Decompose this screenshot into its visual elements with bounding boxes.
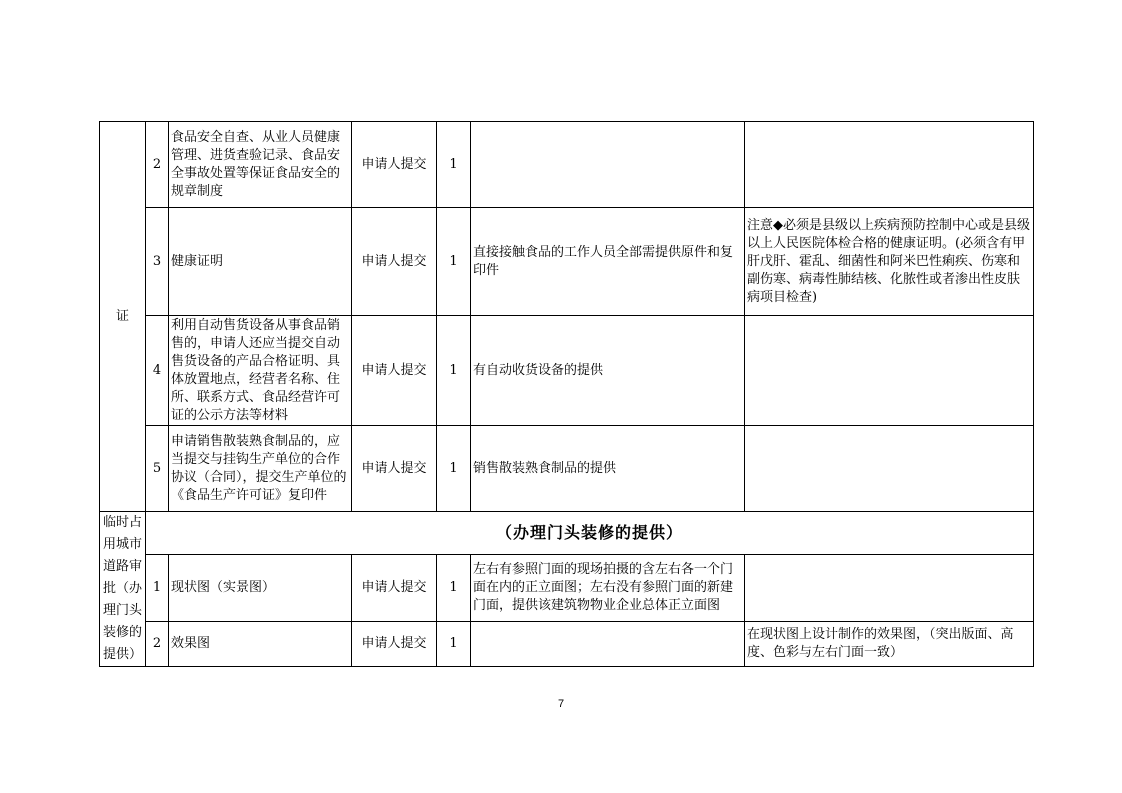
table-row	[100, 208, 1034, 316]
table-row	[100, 122, 1034, 208]
table-row	[100, 555, 1034, 621]
submitter: 申请人提交	[352, 122, 437, 208]
table-row	[100, 512, 1034, 555]
remark: 在现状图上设计制作的效果图，（突出版面、高度、色彩与左右门面一致）	[745, 621, 1034, 666]
copy-count: 1	[437, 621, 471, 666]
material-name: 健康证明	[169, 208, 352, 316]
copy-count: 1	[437, 555, 471, 621]
page-number: 7	[557, 698, 565, 710]
section-label: 临时占用城市道路审批（办理门头装修的提供）	[100, 512, 146, 667]
row-number: 3	[146, 208, 169, 316]
material-name: 食品安全自查、从业人员健康管理、进货查验记录、食品安全事故处置等保证食品安全的规章制度	[169, 122, 352, 208]
requirement-note: 直接接触食品的工作人员全部需提供原件和复印件	[471, 208, 745, 316]
remark	[745, 555, 1034, 621]
material-name: 效果图	[169, 621, 352, 666]
submitter: 申请人提交	[352, 555, 437, 621]
submitter: 申请人提交	[352, 426, 437, 512]
submitter: 申请人提交	[352, 208, 437, 316]
requirement-note	[471, 621, 745, 666]
remark	[745, 426, 1034, 512]
material-name: 现状图（实景图）	[169, 555, 352, 621]
copy-count: 1	[437, 122, 471, 208]
row-number: 2	[146, 122, 169, 208]
table-row	[100, 621, 1034, 666]
remark	[745, 122, 1034, 208]
requirement-note	[471, 122, 745, 208]
copy-count: 1	[437, 208, 471, 316]
row-number: 5	[146, 426, 169, 512]
requirement-note: 有自动收货设备的提供	[471, 316, 745, 426]
material-name: 利用自动售货设备从事食品销售的，申请人还应当提交自动售货设备的产品合格证明、具体放置地点，经营者名称、住所、联系方式、食品经营许可证的公示方法等材料	[169, 316, 352, 426]
remark: 注意◆必须是县级以上疾病预防控制中心或是县级以上人民医院体检合格的健康证明。(必须含有甲肝戊肝、霍乱、细菌性和阿米巴性痢疾、伤寒和副伤寒、病毒性肺结核、化脓性或者渗出性皮肤病项目检查)	[745, 208, 1034, 316]
row-number: 1	[146, 555, 169, 621]
section-heading: （办理门头装修的提供）	[146, 512, 1034, 555]
row-number: 2	[146, 621, 169, 666]
table-row	[100, 426, 1034, 512]
remark	[745, 316, 1034, 426]
requirement-note: 销售散装熟食制品的提供	[471, 426, 745, 512]
copy-count: 1	[437, 426, 471, 512]
materials-table	[99, 121, 1034, 667]
copy-count: 1	[437, 316, 471, 426]
requirement-note: 左右有参照门面的现场拍摄的含左右各一个门面在内的正立面图；左右没有参照门面的新建门面，提供该建筑物物业企业总体正立面图	[471, 555, 745, 621]
row-number: 4	[146, 316, 169, 426]
submitter: 申请人提交	[352, 316, 437, 426]
material-name: 申请销售散装熟食制品的，应当提交与挂钩生产单位的合作协议（合同），提交生产单位的《食品生产许可证》复印件	[169, 426, 352, 512]
table-row	[100, 316, 1034, 426]
section-label: 证	[100, 122, 146, 512]
submitter: 申请人提交	[352, 621, 437, 666]
